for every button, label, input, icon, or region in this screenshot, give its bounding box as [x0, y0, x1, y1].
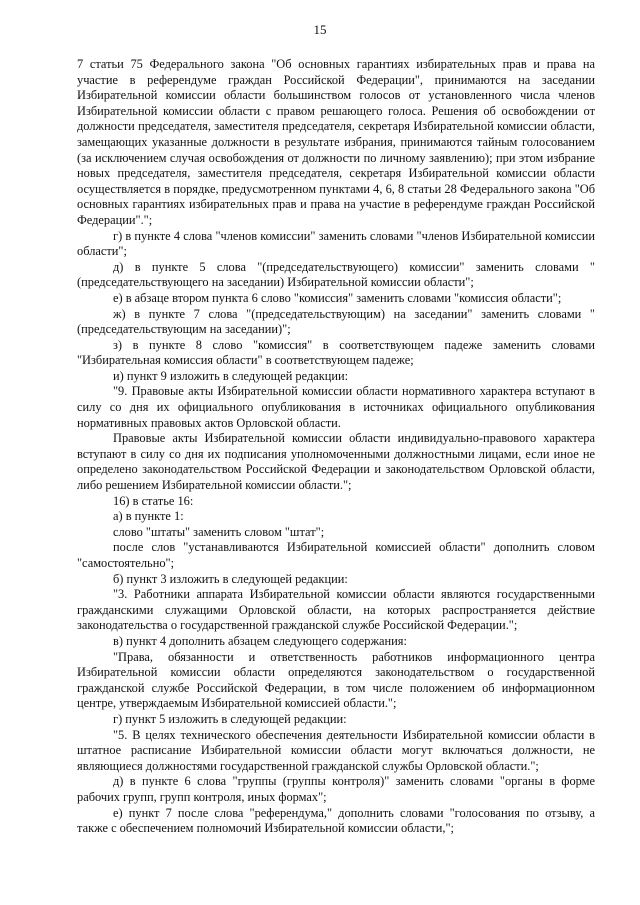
paragraph-15: "3. Работники аппарата Избирательной комиссии области являются государственными гражданскими служащими Орловской области, на которых распространяется действие законодательства о государственной гражданской службе Российской Федерации.";	[77, 587, 595, 633]
paragraph-5: ж) в пункте 7 слова "(председательствующим) на заседании" заменить словами "(председательствующим на заседании)";	[77, 306, 595, 337]
paragraph-10: 16) в статье 16:	[113, 493, 194, 508]
page-number: 15	[313, 22, 327, 37]
paragraph-7: и) пункт 9 изложить в следующей редакции:	[113, 368, 349, 383]
paragraph-1: 7 статьи 75 Федерального закона "Об основных гарантиях избирательных прав и права на участие в референдуме граждан Российской Федерации", принимаются на заседании Избирательной комиссии области большинством голосов от установленного числа членов Избирательной комиссии области с правом решающего голоса. Решения об освобождении от должности председателя, заместителя председателя, секретаря Избирательной комиссии области, замещающих указанные должности в результате избрания, принимаются тайным голосованием (за исключением случая освобождения от должности по личному заявлению); при этом избрание новых председателя, заместителя председателя, секретаря Избирательной комиссии области осуществляется в порядке, предусмотренном пунктами 4, 6, 8 статьи 28 Федерального закона "Об основных гарантиях избирательных прав и права на участие в референдуме граждан Российской Федерации".";	[77, 57, 595, 227]
paragraph-2: г) в пункте 4 слова "членов комиссии" заменить словами "членов Избирательной комиссии области";	[77, 228, 595, 259]
paragraph-8: "9. Правовые акты Избирательной комиссии области нормативного характера вступают в силу со дня их официального опубликования в источниках официального опубликования нормативных правовых актов Орловской области.	[77, 384, 595, 430]
paragraph-6: з) в пункте 8 слово "комиссия" в соответствующем падеже заменить словами "Избирательная комиссия области" в соответствующем падеже;	[77, 337, 595, 368]
paragraph-11: а) в пункте 1:	[113, 509, 184, 524]
paragraph-9: Правовые акты Избирательной комиссии области индивидуально-правового характера вступают в силу со дня их подписания уполномоченными должностными лицами, если иное не определено законодательством Российской Федерации и законодательством Орловской области, либо решением Избирательной комиссии области.";	[77, 431, 595, 493]
paragraph-18: г) пункт 5 изложить в следующей редакции:	[113, 711, 347, 726]
paragraph-16: в) пункт 4 дополнить абзацем следующего содержания:	[113, 633, 407, 648]
paragraph-20: д) в пункте 6 слова "группы (группы контроля)" заменить словами "органы в форме рабочих групп, групп контроля, иных формах";	[77, 774, 595, 804]
paragraph-13: после слов "устанавливаются Избирательной комиссией области" дополнить словом "самостоятельно";	[77, 540, 595, 570]
paragraph-3: д) в пункте 5 слова "(председательствующего) комиссии" заменить словами "(председательствующего на заседании) Избирательной комиссии области";	[77, 259, 595, 290]
paragraph-21: е) пункт 7 после слова "референдума," дополнить словами "голосования по отзыву, а также с обеспечением полномочий Избирательной комиссии области,";	[77, 805, 595, 836]
paragraph-14: б) пункт 3 изложить в следующей редакции:	[113, 571, 348, 586]
paragraph-4: е) в абзаце втором пункта 6 слово "комиссия" заменить словами "комиссия области";	[113, 290, 562, 305]
paragraph-12: слово "штаты" заменить словом "штат";	[113, 524, 325, 539]
document-body	[77, 57, 595, 837]
paragraph-17: "Права, обязанности и ответственность работников информационного центра Избирательной комиссии области определяются законодательством о государственной гражданской службе Российской Федерации, в том числе положением об информационном центре, утверждаемым Избирательной комиссией области.";	[77, 649, 595, 711]
paragraph-19: "5. В целях технического обеспечения деятельности Избирательной комиссии области в штатное расписание Избирательной комиссии области могут включаться должности, не являющиеся должностями государственной гражданской службы Орловской области.";	[77, 727, 595, 773]
